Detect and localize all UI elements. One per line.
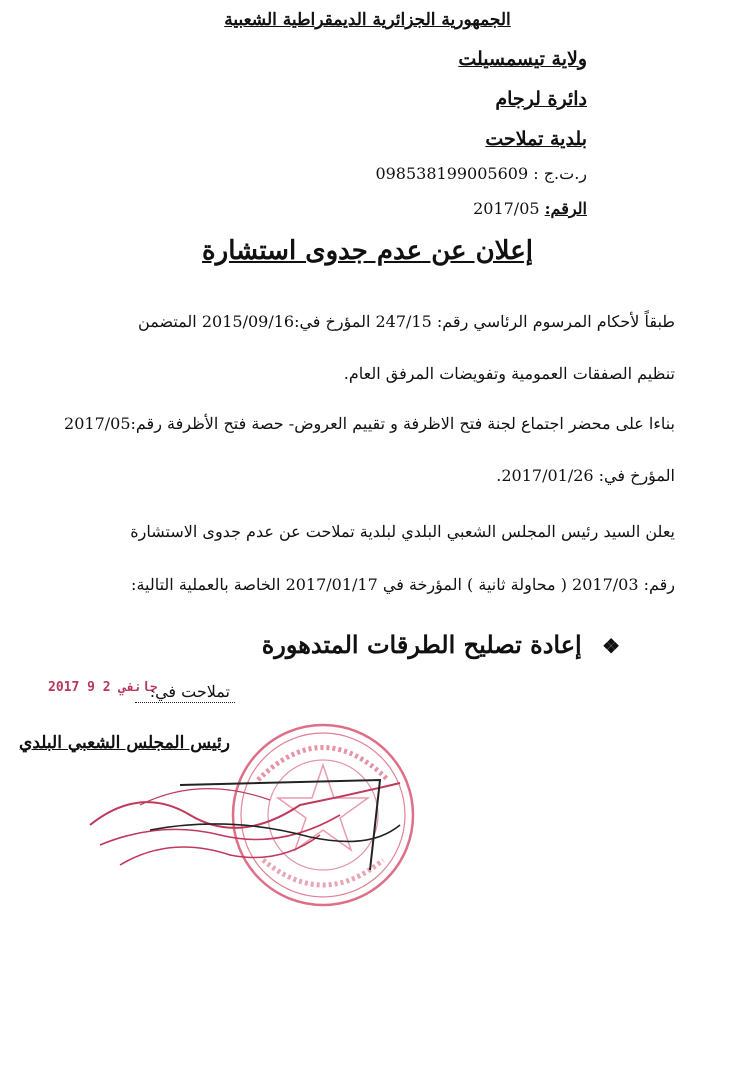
nif-value: 098538199005609 [375, 164, 529, 183]
country-header: الجمهورية الجزائرية الديمقراطية الشعبية [224, 10, 511, 30]
paragraph-2-line-2: المؤرخ في: 2017/01/26. [496, 466, 675, 485]
paragraph-2-line-1: بناءا على محضر اجتماع لجنة فتح الاظرفة و تقييم العروض- حصة فتح الأظرفة رقم:2017/05 [64, 414, 675, 433]
project-name: إعادة تصليح الطرقات المتدهورة [261, 630, 582, 659]
reference-label: الرقم: [544, 199, 587, 218]
project-item [262, 630, 620, 659]
paragraph-1-line-1: طبقاً لأحكام المرسوم الرئاسي رقم: 247/15 المؤرخ في:2015/09/16 المتضمن [138, 312, 675, 331]
diamond-bullet-icon: ❖ [602, 634, 620, 658]
signer-title: رئيس المجلس الشعبي البلدي [19, 733, 230, 753]
paragraph-1-line-2: تنظيم الصفقات العمومية وتفويضات المرفق العام. [343, 364, 675, 383]
nif-label: ر.ت.ج : [533, 164, 587, 183]
daira-label: دائرة لرجام [495, 88, 587, 110]
document-title: إعلان عن عدم جدوى استشارة [202, 236, 533, 266]
signature-icon [80, 765, 410, 875]
paragraph-3-line-1: يعلن السيد رئيس المجلس الشعبي البلدي لبلدية تملاحت عن عدم جدوى الاستشارة [130, 522, 675, 541]
reference-value: 2017/05 [473, 199, 540, 218]
place-date-label: تملاحت في: [149, 682, 230, 701]
paragraph-3-line-2: رقم: 2017/03 ( محاولة ثانية ) المؤرخة في 2017/01/17 الخاصة بالعملية التالية: [131, 575, 675, 594]
wilaya-label: ولاية تيسمسيلت [458, 48, 587, 70]
date-stamp: 2017 جانفي 2 9 [48, 680, 158, 695]
commune-label: بلدية تملاحت [485, 128, 587, 150]
nif-line [375, 164, 587, 183]
reference-line [473, 199, 587, 218]
